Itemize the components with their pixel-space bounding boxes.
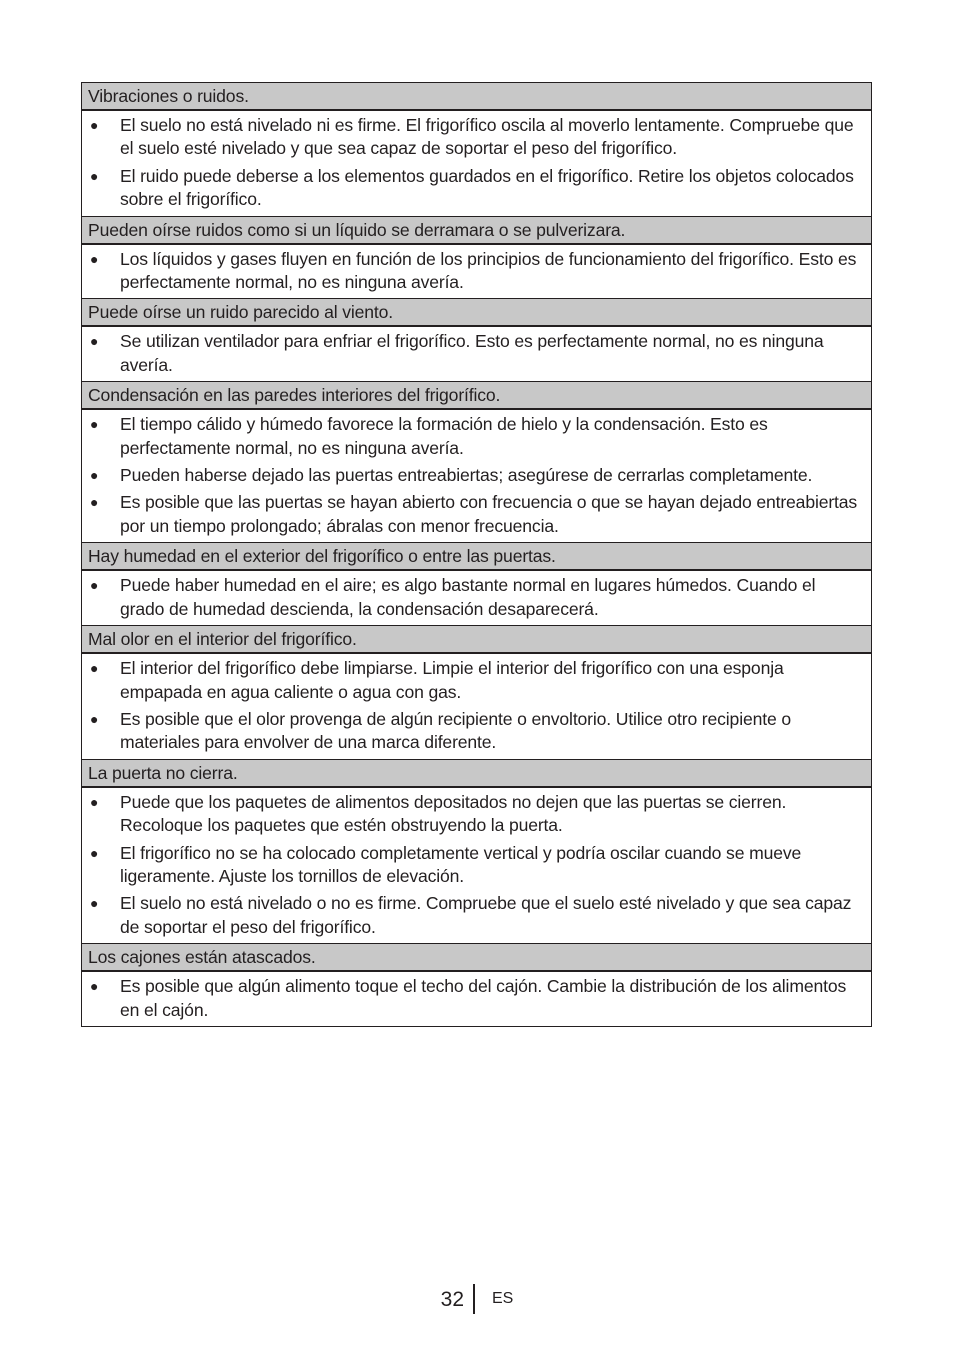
bullet-icon: ● [90, 467, 99, 484]
bullet-list [82, 114, 863, 212]
section-title: Hay humedad en el exterior del frigorífico o entre las puertas. [82, 543, 872, 571]
list-item [82, 574, 863, 621]
section-body-condensacion [82, 409, 872, 543]
bullet-icon: ● [90, 117, 99, 133]
list-item-text: El tiempo cálido y húmedo favorece la formación de hielo y la condensación. Esto es perfectamente normal, no es ninguna avería. [120, 414, 768, 458]
bullet-icon: ● [90, 416, 99, 433]
bullet-icon: ● [90, 250, 99, 267]
bullet-list [82, 248, 863, 295]
section-title: Mal olor en el interior del frigorífico. [82, 626, 872, 654]
bullet-icon: ● [90, 895, 99, 912]
bullet-icon: ● [90, 793, 99, 810]
section-header-mal-olor [82, 626, 872, 654]
section-body-cajones [82, 971, 872, 1026]
section-header-humedad [82, 543, 872, 571]
bullet-list [82, 657, 863, 755]
bullet-list [82, 574, 863, 621]
list-item [82, 842, 863, 889]
section-body-humedad [82, 570, 872, 625]
section-title: La puerta no cierra. [82, 759, 872, 787]
list-item [82, 657, 863, 704]
section-body-vibraciones [82, 110, 872, 216]
section-header-cajones [82, 944, 872, 972]
list-item [82, 114, 863, 161]
section-title: Condensación en las paredes interiores del frigorífico. [82, 382, 872, 410]
list-item-text: Es posible que el olor provenga de algún recipiente o envoltorio. Utilice otro recipiente o materiales para envolver de una marca diferente. [120, 708, 791, 753]
bullet-icon: ● [90, 660, 99, 677]
bullet-icon: ● [90, 333, 99, 350]
bullet-icon: ● [90, 844, 99, 861]
list-item [82, 248, 863, 295]
list-item-text: Puede haber humedad en el aire; es algo bastante normal en lugares húmedos. Cuando el grado de humedad descienda, la condensación desaparecerá. [120, 575, 816, 619]
list-item-text: Puede que los paquetes de alimentos depositados no dejen que las puertas se cierren. Recoloque los paquetes que estén obstruyendo la puerta. [120, 791, 787, 836]
list-item-text: El frigorífico no se ha colocado completamente vertical y podría oscilar cuando se mueve ligeramente. Ajuste los tornillos de elevación. [120, 842, 802, 886]
section-body-mal-olor [82, 653, 872, 759]
bullet-list [82, 975, 863, 1022]
section-header-viento [82, 299, 872, 327]
section-header-liquido [82, 216, 872, 244]
list-item-text: El ruido puede deberse a los elementos guardados en el frigorífico. Retire los objetos colocados sobre el frigorífico. [120, 165, 854, 210]
section-body-puerta [82, 787, 872, 944]
bullet-icon: ● [90, 978, 99, 995]
list-item [82, 892, 863, 939]
bullet-list [82, 413, 863, 538]
list-item-text: Es posible que las puertas se hayan abierto con frecuencia o que se hayan dejado entreabiertas por un tiempo prolongado; ábralas con menor frecuencia. [120, 492, 858, 536]
bullet-icon: ● [90, 167, 99, 184]
section-header-puerta [82, 759, 872, 787]
list-item [82, 791, 863, 838]
list-item [82, 491, 863, 538]
list-item-text: Los líquidos y gases fluyen en función de los principios de funcionamiento del frigorífico. Esto es perfectamente normal, no es ninguna avería. [120, 248, 857, 293]
section-header-vibraciones [82, 83, 872, 111]
bullet-list [82, 330, 863, 377]
page-footer [0, 1284, 954, 1316]
list-item-text: El interior del frigorífico debe limpiarse. Limpie el interior del frigorífico con una esponja empapada en agua caliente o agua con gas. [120, 658, 784, 702]
list-item [82, 708, 863, 755]
list-item [82, 165, 863, 212]
list-item-text: El suelo no está nivelado ni es firme. El frigorífico oscila al moverlo lentamente. Compruebe que el suelo esté nivelado y que sea capaz de soportar el peso del frigorífico. [120, 115, 854, 159]
section-body-liquido [82, 244, 872, 299]
bullet-icon: ● [90, 710, 99, 727]
section-body-viento [82, 326, 872, 381]
list-item-text: Es posible que algún alimento toque el techo del cajón. Cambie la distribución de los alimentos en el cajón. [120, 976, 847, 1020]
page-number: 32 [440, 1288, 464, 1311]
language-code: ES [492, 1290, 514, 1307]
list-item-text: Se utilizan ventilador para enfriar el frigorífico. Esto es perfectamente normal, no es ninguna avería. [120, 331, 824, 375]
list-item [82, 464, 863, 487]
list-item [82, 975, 863, 1022]
section-title: Puede oírse un ruido parecido al viento. [82, 299, 872, 327]
section-title: Vibraciones o ruidos. [82, 83, 872, 111]
footer-divider [473, 1284, 475, 1314]
troubleshooting-table [81, 82, 872, 1027]
bullet-icon: ● [90, 494, 99, 511]
list-item [82, 413, 863, 460]
bullet-list [82, 791, 863, 939]
troubleshooting-table-body [82, 83, 872, 1027]
section-title: Pueden oírse ruidos como si un líquido se derramara o se pulverizara. [82, 216, 872, 244]
bullet-icon: ● [90, 577, 99, 594]
section-title: Los cajones están atascados. [82, 944, 872, 972]
section-header-condensacion [82, 382, 872, 410]
list-item [82, 330, 863, 377]
list-item-text: El suelo no está nivelado o no es firme. Compruebe que el suelo esté nivelado y que sea capaz de soportar el peso del frigorífico. [120, 893, 852, 937]
list-item-text: Pueden haberse dejado las puertas entreabiertas; asegúrese de cerrarlas completamente. [120, 465, 813, 486]
